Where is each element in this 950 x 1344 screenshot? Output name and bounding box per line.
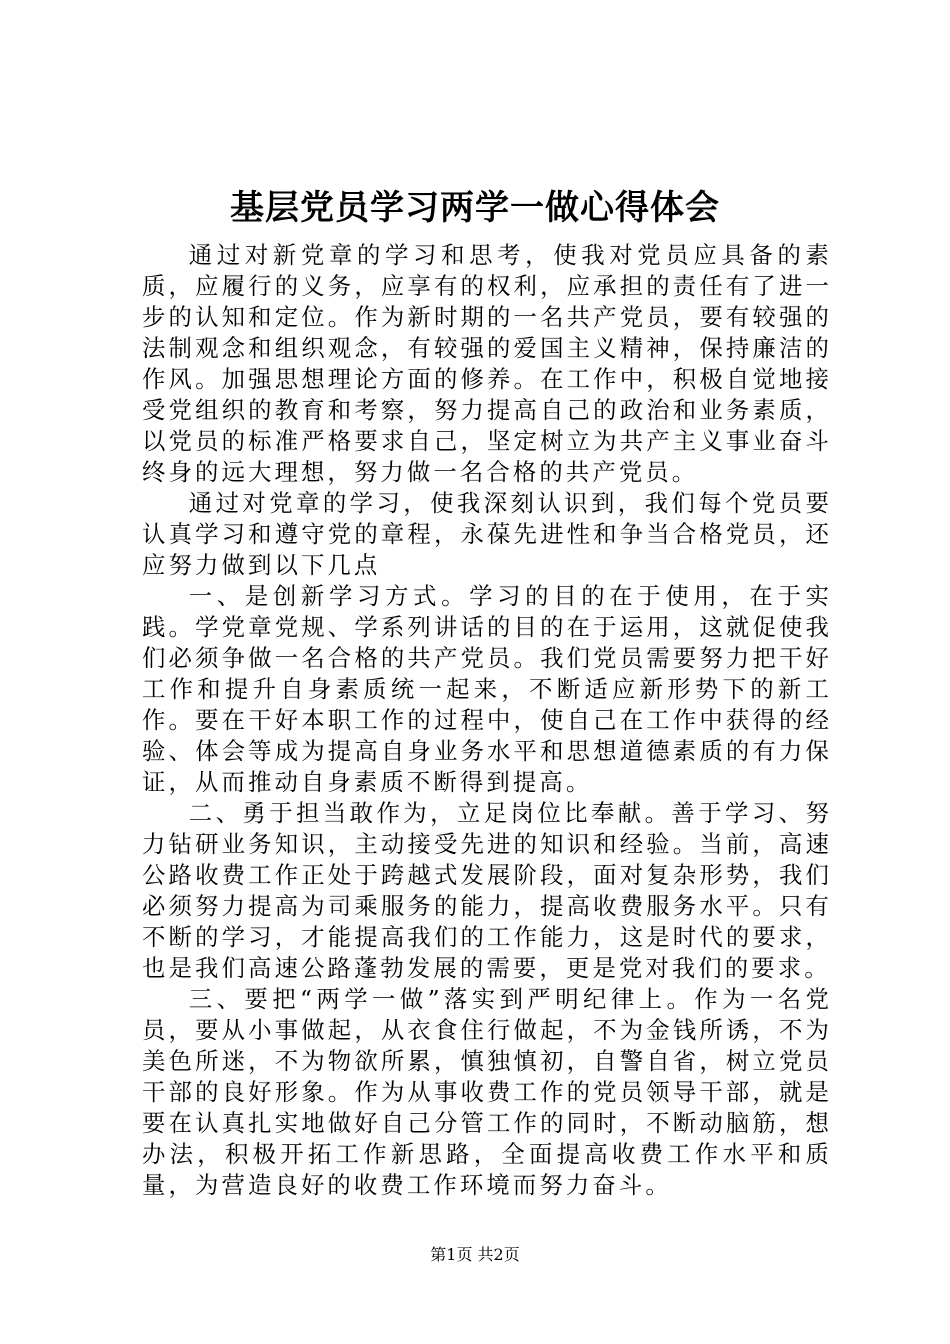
- paragraph: 三、要把“两学一做”落实到严明纪律上。作为一名党员，要从小事做起，从衣食住行做起，不为金钱所诱，不为美色所迷，不为物欲所累，慎独慎初，自警自省，树立党员干部的良好形象。作为从事收费工作的党员领导干部，就是要在认真扎实地做好自己分管工作的同时，不断动脑筋，想办法，积极开拓工作新思路，全面提高收费工作水平和质量，为营造良好的收费工作环境而努力奋斗。: [142, 985, 832, 1199]
- paragraph: 通过对新党章的学习和思考，使我对党员应具备的素质，应履行的义务，应享有的权利，应承担的责任有了进一步的认知和定位。作为新时期的一名共产党员，要有较强的法制观念和组织观念，有较强的爱国主义精神，保持廉洁的作风。加强思想理论方面的修养。在工作中，积极自觉地接受党组织的教育和考察，努力提高自己的政治和业务素质，以党员的标准严格要求自己，坚定树立为共产主义事业奋斗终身的远大理想，努力做一名合格的共产党员。: [142, 241, 832, 486]
- document-title: 基层党员学习两学一做心得体会: [230, 188, 720, 228]
- page-number-footer: 第1页 共2页: [430, 1245, 520, 1264]
- paragraph: 二、勇于担当敢作为，立足岗位比奉献。善于学习、努力钻研业务知识，主动接受先进的知识和经验。当前，高速公路收费工作正处于跨越式发展阶段，面对复杂形势，我们必须努力提高为司乘服务的能力，提高收费服务水平。只有不断的学习，才能提高我们的工作能力，这是时代的要求，也是我们高速公路蓬勃发展的需要，更是党对我们的要求。: [142, 799, 832, 982]
- paragraph: 一、是创新学习方式。学习的目的在于使用，在于实践。学党章党规、学系列讲话的目的在于运用，这就促使我们必须争做一名合格的共产党员。我们党员需要努力把干好工作和提升自身素质统一起来，不断适应新形势下的新工作。要在干好本职工作的过程中，使自己在工作中获得的经验、体会等成为提高自身业务水平和思想道德素质的有力保证，从而推动自身素质不断得到提高。: [142, 582, 832, 796]
- document-body: [142, 240, 832, 1201]
- paragraph: 通过对党章的学习，使我深刻认识到，我们每个党员要认真学习和遵守党的章程，永葆先进性和争当合格党员，还应努力做到以下几点: [142, 489, 832, 579]
